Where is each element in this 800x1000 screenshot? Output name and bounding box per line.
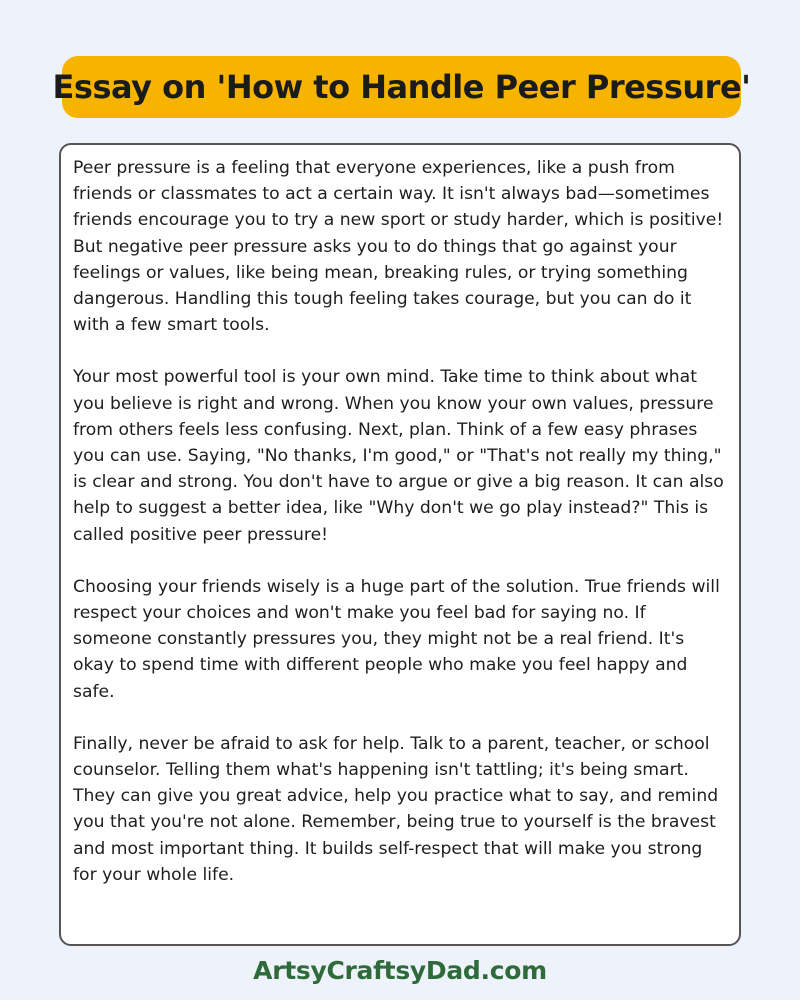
essay-paragraph-2: Your most powerful tool is your own mind. Take time to think about what you believe is right and wrong. When you know your own values, pressure from others feels less confusing. Next, plan. Think of a few easy phrases you can use. Saying, "No thanks, I'm good," or "That's not really my thing," is clear and strong. You don't have to argue or give a big reason. It can also help to suggest a better idea, like "Why don't we go play instead?" This is called positive peer pressure! bbox=[73, 367, 724, 545]
title-banner bbox=[52, 56, 751, 118]
essay-paragraph-1: Peer pressure is a feeling that everyone experiences, like a push from friends or classmates to act a certain way. It isn't always bad—sometimes friends encourage you to try a new sport or study harder, which is positive! But negative peer pressure asks you to do things that go against your feelings or values, like being mean, breaking rules, or trying something dangerous. Handling this tough feeling takes courage, but you can do it with a few smart tools. bbox=[73, 158, 724, 336]
essay-paragraph-3: Choosing your friends wisely is a huge part of the solution. True friends will respect your choices and won't make you feel bad for saying no. If someone constantly pressures you, they might not be a real friend. It's okay to spend time with different people who make you feel happy and safe. bbox=[73, 576, 720, 702]
essay-paragraph-4: Finally, never be afraid to ask for help. Talk to a parent, teacher, or school counselor. Telling them what's happening isn't tattling; it's being smart. They can give you great advice, help you practice what to say, and remind you that you're not alone. Remember, being true to yourself is the bravest and most important thing. It builds self-respect that will make you strong for your whole life. bbox=[73, 733, 719, 885]
page-title: Essay on 'How to Handle Peer Pressure' bbox=[52, 68, 751, 106]
footer-brand: ArtsyCraftsyDad.com bbox=[253, 956, 547, 985]
essay-box bbox=[59, 143, 741, 946]
